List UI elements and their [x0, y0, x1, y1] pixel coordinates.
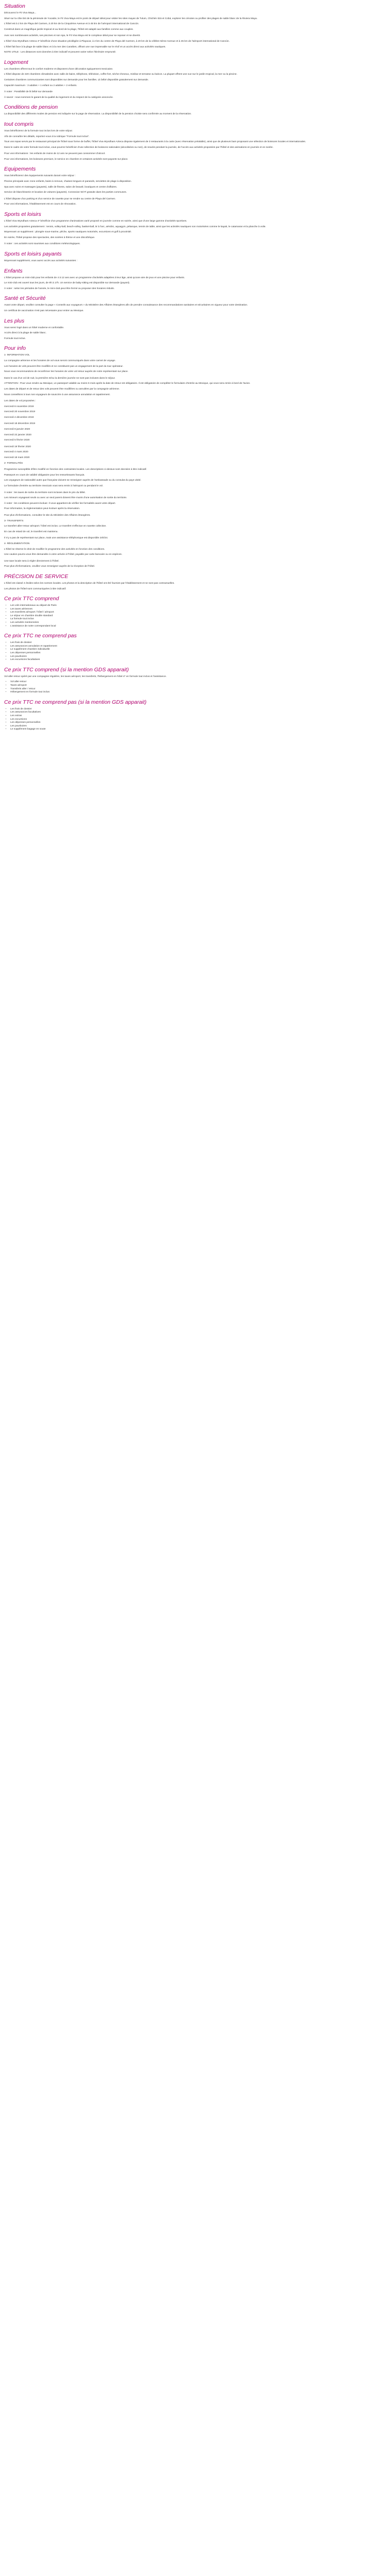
section-heading: Situation: [4, 3, 25, 9]
list-item: • L'assistance de notre correspondant local: [10, 625, 387, 629]
section-heading: Enfants: [4, 267, 23, 274]
section-paragraph: Les photos de l'hôtel sont communiquées à titre indicatif.: [4, 587, 67, 590]
section-paragraph: Nous conseillons à tous nos voyageurs de souscrire à une assurance annulation et rapatriement.: [4, 393, 110, 396]
section-paragraph: Dans le cadre de votre formule tout inclus, vous pourrez bénéficier d'une sélection de boissons nationales (alcoolisées ou non), de snacks pendant la journée, de l'accès aux activités proposées par l'hôtel et des animations en journée et en soirée.: [4, 146, 273, 149]
section-paragraph: L'hôtel est à 2 km de Playa del Carmen, à 20 km de la Cinquième Avenue et à 45 km de l'aéroport international de Cancún.: [4, 23, 139, 26]
section-heading: Ce prix TTC ne comprend pas: [4, 633, 77, 639]
section-paragraph: Découvrez le Fit Viva Maya...: [4, 12, 37, 14]
section-paragraph: Tous vos repas servis par le restaurant principal de l'hôtel sous forme de buffet, l'hôtel Viva Wyndham Azteca dispose également de 3 restaurants à la carte (avec réservation préalable), ainsi que de plusieurs bars proposant une sélection de boissons locales et internationales.: [4, 141, 306, 144]
section-paragraph: Avec ses nombreuses activités, ses piscines et son spa, le Fit Viva Maya est le complexe idéal pour se reposer et se divertir.: [4, 35, 141, 38]
section-paragraph: mercredi 18 mars 2020: [4, 456, 30, 460]
list-item: • Les assurances facultatives: [10, 711, 387, 715]
section-paragraph: 2- FORMALITÉS: [4, 462, 23, 465]
section-paragraph: mercredi 22 janvier 2020: [4, 433, 31, 436]
section-paragraph: Les dates de vol proposées :: [4, 400, 36, 403]
list-item: • Les excursions: [10, 718, 387, 722]
section-paragraph: Pour plus d'informations, consultez le site du Ministère des Affaires étrangères.: [4, 514, 91, 517]
section-heading: Sports et loisirs: [4, 211, 41, 218]
section-paragraph: mercredi 6 novembre 2019: [4, 405, 34, 408]
section-paragraph: Les voyageurs de nationalité autre que française doivent se renseigner auprès de l'ambassade ou du consulat du pays visité.: [4, 479, 141, 482]
section-paragraph: La compagnie aérienne et les horaires de vol vous seront communiqués dans votre carnet de voyage.: [4, 359, 116, 362]
list-item: • Les activités mentionnées: [10, 621, 387, 625]
section-paragraph: Les mineurs voyageant seuls ou avec un seul parent doivent être munis d'une autorisation de sortie du territoire.: [4, 497, 127, 500]
section-paragraph: Vous serez logé dans un hôtel moderne et confortable.: [4, 326, 64, 329]
section-paragraph: Moyennant un supplément : plongée sous-marine, pêche, sports nautiques motorisés, excursions et golf à proximité.: [4, 231, 132, 234]
section-paragraph: En cas de retard de vol, le transfert est maintenu.: [4, 530, 58, 533]
section-paragraph: Le mini-club est ouvert tous les jours, de 9h à 17h. Un service de baby-sitting est disponible sur demande (payant).: [4, 282, 130, 285]
section-paragraph: À noter : les conditions peuvent évoluer. Il vous appartient de vérifier les formalités avant votre départ.: [4, 502, 116, 505]
section-list: [4, 604, 387, 628]
section-paragraph: Piscine principale avec zone enfants, bains à remous, chaises longues et parasols, serviettes de plage à disposition.: [4, 180, 132, 183]
section-heading: Logement: [4, 59, 28, 65]
section-paragraph: Service de blanchisserie et location de voitures (payants). Connexion Wi-Fi gratuite dans les parties communes.: [4, 191, 127, 194]
section-paragraph: À savoir : nous sommes le garant de la qualité du logement et du respect de la catégorie annoncée.: [4, 96, 113, 99]
section-paragraph: Le formulaire d'entrée au territoire mexicain vous sera remis à l'aéroport ou pendant le vol.: [4, 485, 103, 487]
section-paragraph: ATTENTION : Pour vous rendre au Mexique, un passeport valable au moins 6 mois après la date de retour est obligatoire. Il est obligatoire de compléter le formulaire d'entrée au Mexique, qui vous sera remis à bord de l'avion.: [4, 382, 251, 385]
list-item: • Transferts aller / retour: [10, 688, 387, 691]
section-heading: Santé et Sécurité: [4, 295, 46, 302]
section-heading: Pour info: [4, 345, 26, 352]
section-paragraph: Programme susceptible d'être modifié en fonction des contraintes locales. Les descriptions ci-dessus sont données à titre indicatif.: [4, 468, 147, 471]
section-paragraph: L'hôtel propose un mini-club pour les enfants de 4 à 12 ans avec un programme d'activités adaptées à leur âge, ainsi qu'une aire de jeux et une piscine pour enfants.: [4, 276, 185, 279]
section-paragraph: L'hôtel se réserve le droit de modifier le programme des activités en fonction des conditions.: [4, 548, 105, 551]
list-item: • Les vols internationaux au départ de Paris: [10, 604, 387, 608]
section-list: [4, 681, 387, 694]
section-paragraph: Les dates de départ et de retour des vols peuvent être modifiées ou annulées par la compagnie aérienne.: [4, 387, 120, 391]
section-paragraph: Pour vos informations, l'établissement est en cours de rénovation.: [4, 203, 76, 206]
section-paragraph: Dans le cas d'un vol de nuit, la première et/ou la dernière journée ne sont pas incluses dans le séjour.: [4, 377, 116, 380]
section-paragraph: Les chambres offrent tout le confort moderne et disposent d'une décoration typiquement mexicaine.: [4, 67, 113, 71]
list-item: • Hébergement en formule tout inclus: [10, 691, 387, 694]
list-item: • Les pourboires: [10, 725, 387, 728]
section-paragraph: Construit dans un magnifique jardin tropical et au bord de la plage, l'hôtel est adapté aux familles comme aux couples.: [4, 28, 134, 31]
list-item: • Les transferts aéroport / hôtel / aéroport: [10, 611, 387, 615]
section-paragraph: Nous vous recommandons de reconfirmer les horaires de votre vol retour auprès de notre représentant sur place.: [4, 370, 128, 374]
section-paragraph: Capacité maximum : 3 adultes + 1 enfant ou 2 adultes + 2 enfants.: [4, 84, 77, 87]
section-paragraph: Passeport en cours de validité obligatoire pour les ressortissants français.: [4, 473, 85, 477]
section-paragraph: mercredi 5 février 2020: [4, 439, 30, 442]
section-paragraph: Il n'y a pas de représentant sur place, mais une assistance téléphonique est disponible 24h/24.: [4, 537, 108, 540]
section-heading: Sports et loisirs payants: [4, 251, 62, 257]
list-item: • Les dépenses personnelles: [10, 721, 387, 725]
section-paragraph: Formule tout inclus.: [4, 337, 26, 340]
section-paragraph: Accès direct à la plage de sable blanc.: [4, 332, 46, 335]
section-paragraph: mercredi 4 décembre 2019: [4, 416, 34, 419]
list-item: • Les extras: [10, 715, 387, 718]
product-description: [0, 0, 391, 738]
section-paragraph: Une caution pourra vous être demandée à votre arrivée à l'hôtel, payable par carte bancaire ou en espèces.: [4, 553, 122, 556]
section-paragraph: Le transfert aller-retour aéroport / hôtel est inclus. Le transfert s'effectue en navette collective.: [4, 525, 107, 528]
section-heading: Conditions de pension: [4, 104, 58, 111]
list-item: • Le séjour en chambre double standard: [10, 615, 387, 618]
section-paragraph: 4- RÉGLEMENTATION: [4, 542, 30, 545]
list-item: • Les frais de dossier: [10, 641, 387, 645]
section-paragraph: Pour information, la réglementation peut évoluer après la réservation.: [4, 507, 80, 511]
list-item: • Les excursions facultatives: [10, 658, 387, 662]
section-paragraph: Vol aller-retour opéré par une compagnie régulière, les taxes aéroport, les transferts, l'hébergement en hôtel 4* en formule tout inclus et l'assistance.: [4, 675, 167, 678]
section-paragraph: Un certificat de vaccination n'est pas nécessaire pour entrer au Mexique.: [4, 309, 84, 312]
section-paragraph: Moyennant supplément, vous aurez accès aux activités suivantes :: [4, 260, 77, 262]
section-paragraph: L'hôtel fait face à la plage de sable blanc et à la mer des Caraïbes, offrant une vue imprenable sur le récif et un accès direct aux activités nautiques.: [4, 45, 166, 48]
section-paragraph: Certaines chambres communicantes sont disponibles sur demande pour les familles. Lit bébé disponible gratuitement sur demande.: [4, 78, 149, 81]
section-paragraph: Les activités proposées gratuitement : tennis, volley-ball, beach-volley, basket-ball, tir à l'arc, aérobic, aquagym, pétanque, tennis de table, ainsi que les activités nautiques non motorisées comme le kayak, le catamaran et la planche à voile.: [4, 225, 266, 228]
section-paragraph: Pour vos informations, les boissons premium, le service en chambre et certaines activités sont payants sur place.: [4, 158, 128, 161]
section-paragraph: Pour plus d'informations, veuillez vous renseigner auprès de la réception de l'hôtel.: [4, 565, 95, 568]
section-heading: Ce prix TTC comprend: [4, 596, 59, 602]
section-paragraph: À noter : ces activités sont soumises aux conditions météorologiques.: [4, 243, 80, 246]
section-paragraph: 3- TRANSFERTS: [4, 519, 24, 522]
section-paragraph: Afin de connaître les détails, reportez-vous à la rubrique "Formule tout inclus".: [4, 135, 90, 138]
list-item: • Les assurances annulation et rapatriement: [10, 645, 387, 649]
section-paragraph: L'hôtel est classé 4 étoiles selon les normes locales. Les photos et la description de l'hôtel ont été fournies par l'établissement et ne sont pas contractuelles.: [4, 582, 175, 585]
section-paragraph: Pour vos informations : les enfants de moins de 12 ans ne peuvent pas consommer d'alcool.: [4, 152, 106, 156]
list-item: • Le supplément chambre individuelle: [10, 648, 387, 652]
section-paragraph: L'hôtel Viva Wyndham Azteca 4* bénéficie d'une situation privilégiée à Playacar, à 2 km du centre de Playa del Carmen, à 20 km de la célèbre 5ème Avenue et à 45 km de l'aéroport international de Cancún.: [4, 40, 230, 43]
list-item: • Les frais de dossier: [10, 708, 387, 711]
section-paragraph: Vous bénéficierez de la formule tout inclus lors de votre séjour.: [4, 129, 73, 132]
list-item: • La formule tout inclus: [10, 618, 387, 621]
list-item: • Taxes aéroport: [10, 684, 387, 688]
section-paragraph: Spa avec soins et massages (payants), salle de fitness, salon de beauté, boutiques et centre d'affaires.: [4, 185, 117, 189]
section-paragraph: La disponibilité des différents modes de pension est indiquée sur la page de réservation. La disponibilité de la pension choisie sera confirmée au moment de la réservation.: [4, 113, 192, 116]
section-paragraph: mercredi 20 novembre 2019: [4, 411, 35, 414]
section-paragraph: NOTE UTILE : Les distances sont données à titre indicatif et peuvent varier selon l'itinéraire emprunté.: [4, 51, 117, 54]
section-paragraph: mercredi 19 février 2020: [4, 445, 31, 448]
section-paragraph: L'hôtel dispose d'un parking et d'un service de navette pour se rendre au centre de Playa del Carmen.: [4, 197, 116, 200]
section-paragraph: mercredi 8 janvier 2020: [4, 428, 30, 431]
section-paragraph: mercredi 4 mars 2020: [4, 451, 28, 454]
list-item: • Les dépenses personnelles: [10, 652, 387, 655]
section-heading: Equipements: [4, 166, 36, 173]
list-item: • Le supplément bagage en soute: [10, 728, 387, 732]
section-heading: Ce prix TTC comprend (si la mention GDS apparait): [4, 666, 129, 673]
list-item: • Les taxes aériennes: [10, 608, 387, 612]
section-heading: PRÉCISION DE SERVICE: [4, 573, 69, 580]
section-paragraph: À noter : Possibilité de lit bébé sur demande: [4, 91, 53, 94]
section-paragraph: Une taxe locale sera à régler directement à l'hôtel.: [4, 560, 59, 563]
section-paragraph: Vous bénéficierez des équipements suivants durant votre séjour :: [4, 175, 76, 178]
section-paragraph: mercredi 18 décembre 2019: [4, 422, 35, 426]
section-heading: tout compris: [4, 121, 34, 127]
list-item: • Les pourboires: [10, 655, 387, 659]
section-list: [4, 641, 387, 662]
section-list: [4, 708, 387, 732]
section-paragraph: 1- INFORMATION VOL: [4, 354, 30, 357]
section-paragraph: À noter : les taxes de sortie du territoire sont incluses dans le prix du billet.: [4, 491, 86, 494]
list-item: • Vol aller-retour: [10, 681, 387, 684]
section-heading: Ce prix TTC ne comprend pas (si la mention GDS apparait): [4, 699, 147, 705]
section-paragraph: En soirée, l'hôtel propose des spectacles, des soirées à thème et une discothèque.: [4, 236, 95, 239]
section-paragraph: Avant votre départ, veuillez consulter la page « Conseils aux voyageurs » du Ministère des Affaires étrangères afin de prendre connaissance des recommandations sanitaires et sécuritaires en vigueur pour votre destination.: [4, 304, 248, 307]
section-heading: Les plus: [4, 317, 25, 324]
section-paragraph: À noter : selon les périodes de l'année, le mini-club peut être fermé ou proposer des horaires réduits.: [4, 287, 115, 290]
section-paragraph: L'hôtel dispose de 220 chambres climatisées avec salle de bains, téléphone, télévision, coffre-fort, sèche-cheveux, minibar et terrasse ou balcon. La plupart offrent une vue sur le jardin tropical, la mer ou la piscine.: [4, 73, 237, 76]
section-paragraph: Situé sur la côte Est de la péninsule de Yucatán, le Fit Viva Maya est le point de départ idéal pour visiter les sites mayas de Tulum, Chichén Itzá et Cobá, explorer les cénotes ou profiter des plages de sable blanc de la Riviera Maya.: [4, 17, 257, 20]
section-paragraph: Les horaires de vols peuvent être modifiés et ne constituent pas un engagement de la part du tour opérateur.: [4, 365, 123, 368]
section-paragraph: L'hôtel Viva Wyndham Azteca 4* bénéficie d'un programme d'animations varié proposé en journée comme en soirée, ainsi que d'une large gamme d'activités sportives.: [4, 220, 187, 223]
